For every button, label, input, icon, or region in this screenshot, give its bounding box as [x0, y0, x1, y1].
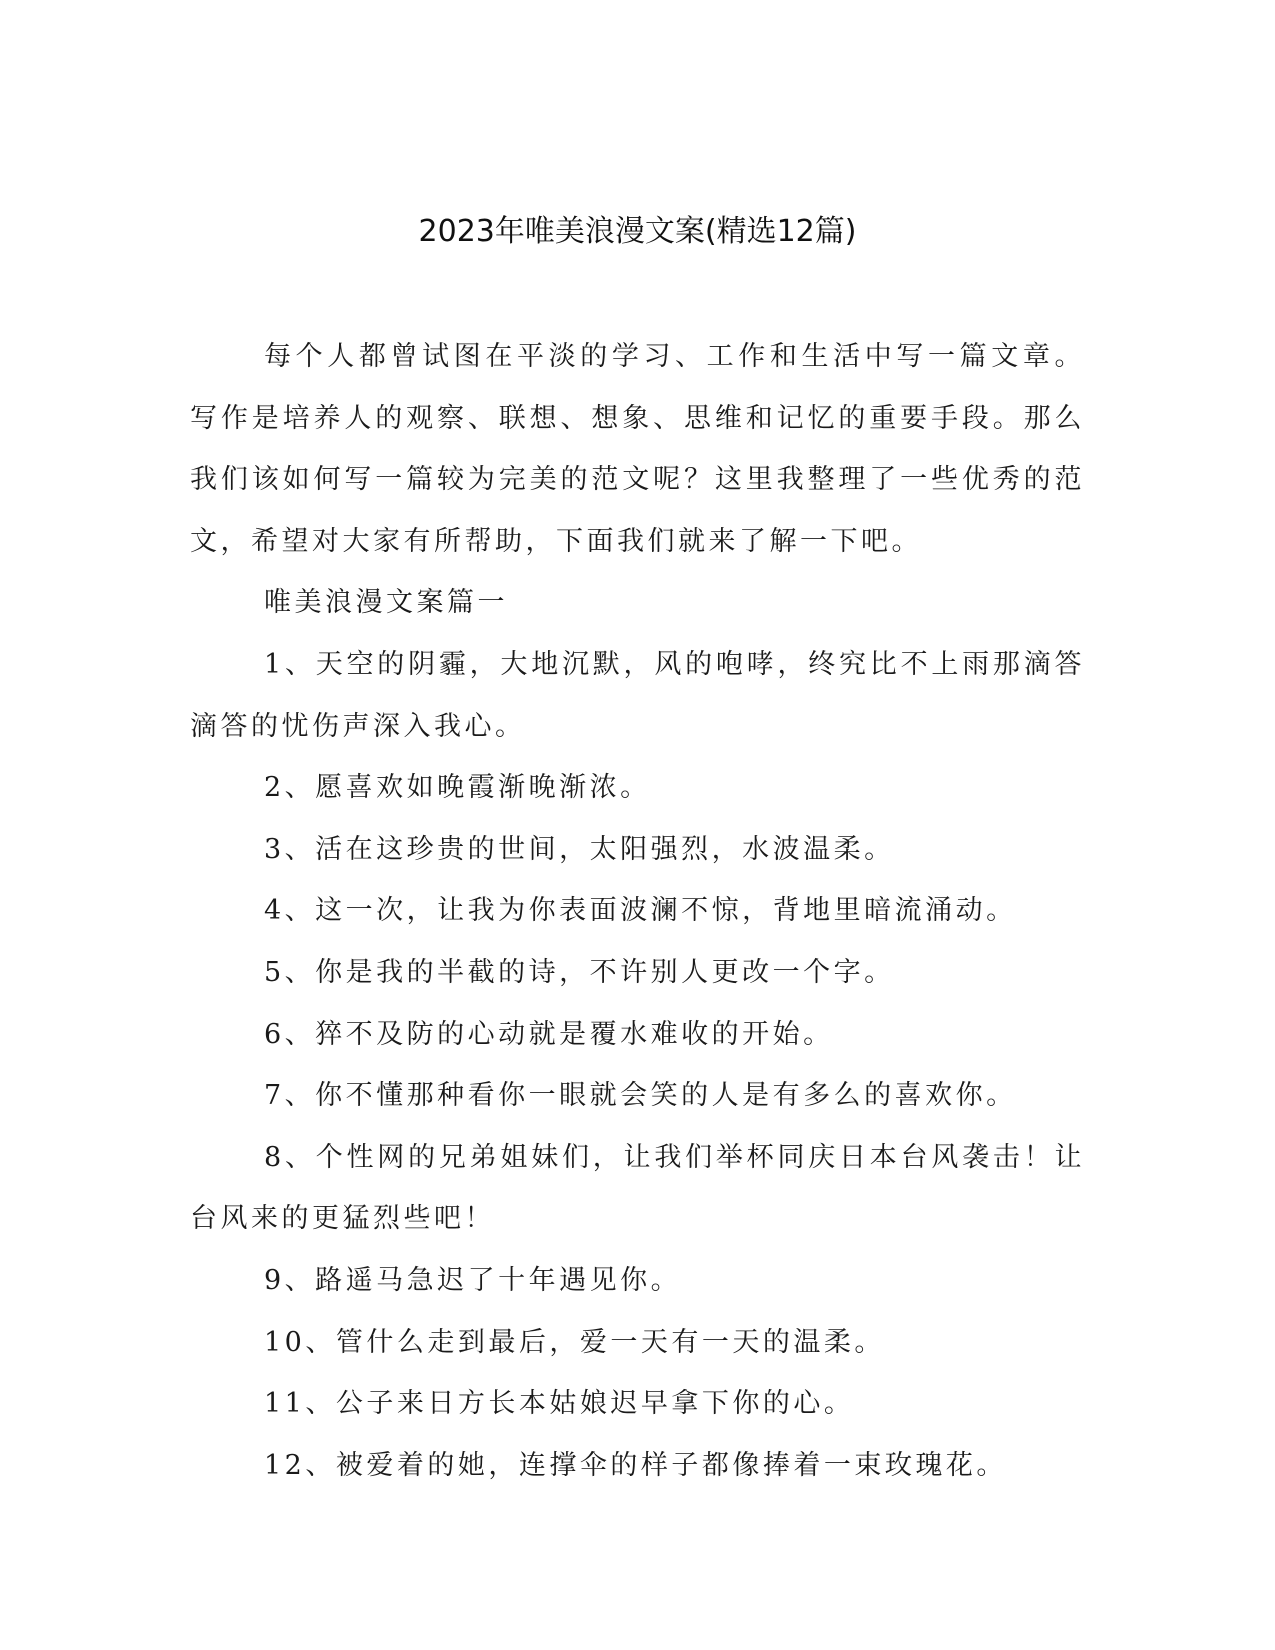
section-heading: 唯美浪漫文案篇一 [264, 587, 508, 619]
document-body [190, 326, 1085, 1496]
document-title: 2023年唯美浪漫文案(精选12篇) [418, 214, 857, 249]
intro-paragraph: 每个人都曾试图在平淡的学习、工作和生活中写一篇文章。写作是培养人的观察、联想、想象、思维和记忆的重要手段。那么我们该如何写一篇较为完美的范文呢？这里我整理了一些优秀的范文，希望对大家有所帮助，下面我们就来了解一下吧。 [190, 341, 1085, 557]
list-item: 9、路遥马急迟了十年遇见你。 [264, 1264, 682, 1296]
list-item: 1、天空的阴霾，大地沉默，风的咆哮，终究比不上雨那滴答滴答的忧伤声深入我心。 [190, 648, 1085, 742]
list-item: 11、公子来日方长本姑娘迟早拿下你的心。 [264, 1388, 855, 1420]
list-item: 10、管什么走到最后，爱一天有一天的温柔。 [264, 1326, 885, 1358]
list-item: 6、猝不及防的心动就是覆水难收的开始。 [264, 1018, 834, 1050]
list-item: 3、活在这珍贵的世间，太阳强烈，水波温柔。 [264, 833, 895, 865]
list-item: 7、你不懂那种看你一眼就会笑的人是有多么的喜欢你。 [264, 1080, 1017, 1112]
list-item: 8、个性网的兄弟姐妹们，让我们举杯同庆日本台风袭击！让台风来的更猛烈些吧！ [190, 1141, 1085, 1235]
list-item: 12、被爱着的她，连撑伞的样子都像捧着一束玫瑰花。 [264, 1449, 1007, 1481]
list-item: 2、愿喜欢如晚霞渐晚渐浓。 [264, 772, 651, 804]
list-item: 4、这一次，让我为你表面波澜不惊，背地里暗流涌动。 [264, 895, 1017, 927]
list-item: 5、你是我的半截的诗，不许别人更改一个字。 [264, 956, 895, 988]
